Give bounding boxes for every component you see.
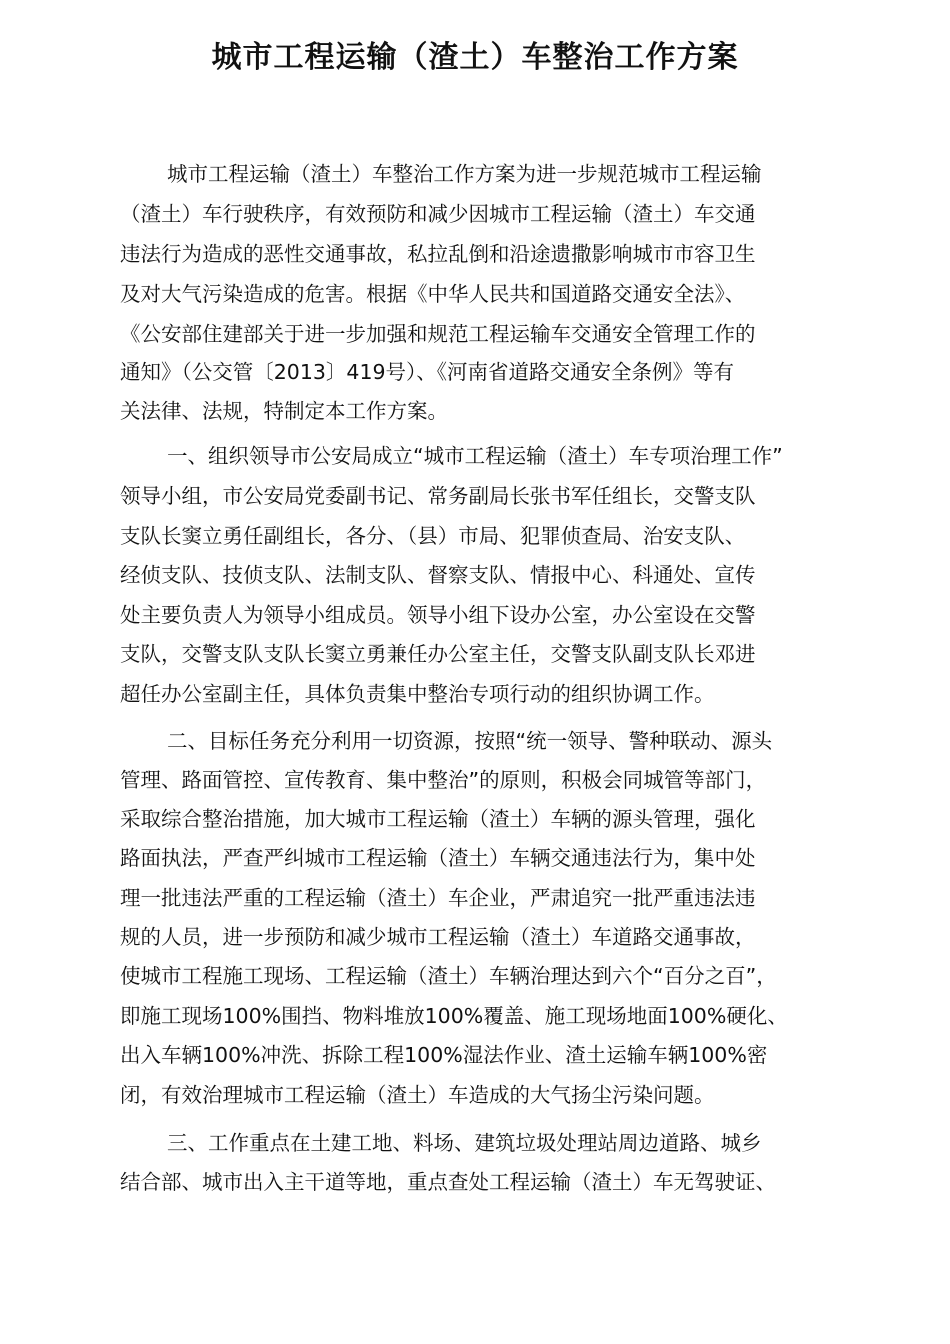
paragraph-3-line-7: 使城市工程施工现场、工程运输（渣土）车辆治理达到六个“百分之百”，	[120, 964, 777, 988]
paragraph-2-line-2: 领导小组，市公安局党委副书记、常务副局长张书军任组长，交警支队	[120, 484, 756, 508]
paragraph-1-line-4: 及对大气污染造成的危害。根据《中华人民共和国道路交通安全法》、	[120, 282, 746, 306]
paragraph-3-line-4: 路面执法，严查严纠城市工程运输（渣土）车辆交通违法行为，集中处	[120, 846, 756, 870]
paragraph-2-line-1: 一、组织领导市公安局成立“城市工程运输（渣土）车专项治理工作”	[167, 444, 783, 468]
paragraph-1-line-5: 《公安部住建部关于进一步加强和规范工程运输车交通安全管理工作的	[120, 322, 756, 346]
paragraph-2-line-3: 支队长窦立勇任副组长，各分、（县）市局、犯罪侦查局、治安支队、	[120, 524, 746, 548]
paragraph-2-line-4: 经侦支队、技侦支队、法制支队、督察支队、情报中心、科通处、宣传	[120, 563, 756, 587]
paragraph-1-line-3: 违法行为造成的恶性交通事故，私拉乱倒和沿途遗撒影响城市市容卫生	[120, 242, 756, 266]
paragraph-2-line-6: 支队，交警支队支队长窦立勇兼任办公室主任，交警支队副支队长邓进	[120, 642, 756, 666]
paragraph-2-line-7: 超任办公室副主任，具体负责集中整治专项行动的组织协调工作。	[120, 682, 715, 706]
paragraph-4-line-2: 结合部、城市出入主干道等地，重点查处工程运输（渣土）车无驾驶证、	[120, 1170, 776, 1194]
paragraph-3-line-9: 出入车辆100%冲洗、拆除工程100%湿法作业、渣土运输车辆100%密	[120, 1043, 768, 1067]
paragraph-3-line-10: 闭，有效治理城市工程运输（渣土）车造成的大气扬尘污染问题。	[120, 1083, 715, 1107]
paragraph-1-line-2: （渣土）车行驶秩序，有效预防和减少因城市工程运输（渣土）车交通	[120, 202, 756, 226]
paragraph-3-line-8: 即施工现场100%围挡、物料堆放100%覆盖、施工现场地面100%硬化、	[120, 1004, 788, 1028]
paragraph-3-line-2: 管理、路面管控、宣传教育、集中整治”的原则，积极会同城管等部门，	[120, 768, 767, 792]
paragraph-2-line-5: 处主要负责人为领导小组成员。领导小组下设办公室，办公室设在交警	[120, 603, 756, 627]
paragraph-3-line-3: 采取综合整治措施，加大城市工程运输（渣土）车辆的源头管理，强化	[120, 807, 756, 831]
paragraph-1-line-6: 通知》（公交管〔2013〕419号）、《河南省道路交通安全条例》等有	[120, 360, 735, 384]
paragraph-3-line-6: 规的人员，进一步预防和减少城市工程运输（渣土）车道路交通事故，	[120, 925, 756, 949]
paragraph-1-line-7: 关法律、法规，特制定本工作方案。	[120, 399, 448, 423]
paragraph-4-line-1: 三、工作重点在土建工地、料场、建筑垃圾处理站周边道路、城乡	[167, 1131, 762, 1155]
document-title: 城市工程运输（渣土）车整治工作方案	[211, 40, 739, 75]
paragraph-3-line-5: 理一批违法严重的工程运输（渣土）车企业，严肃追究一批严重违法违	[120, 886, 756, 910]
paragraph-3-line-1: 二、目标任务充分利用一切资源，按照“统一领导、警种联动、源头	[167, 729, 773, 753]
paragraph-1-line-1: 城市工程运输（渣土）车整治工作方案为进一步规范城市工程运输	[167, 162, 762, 186]
